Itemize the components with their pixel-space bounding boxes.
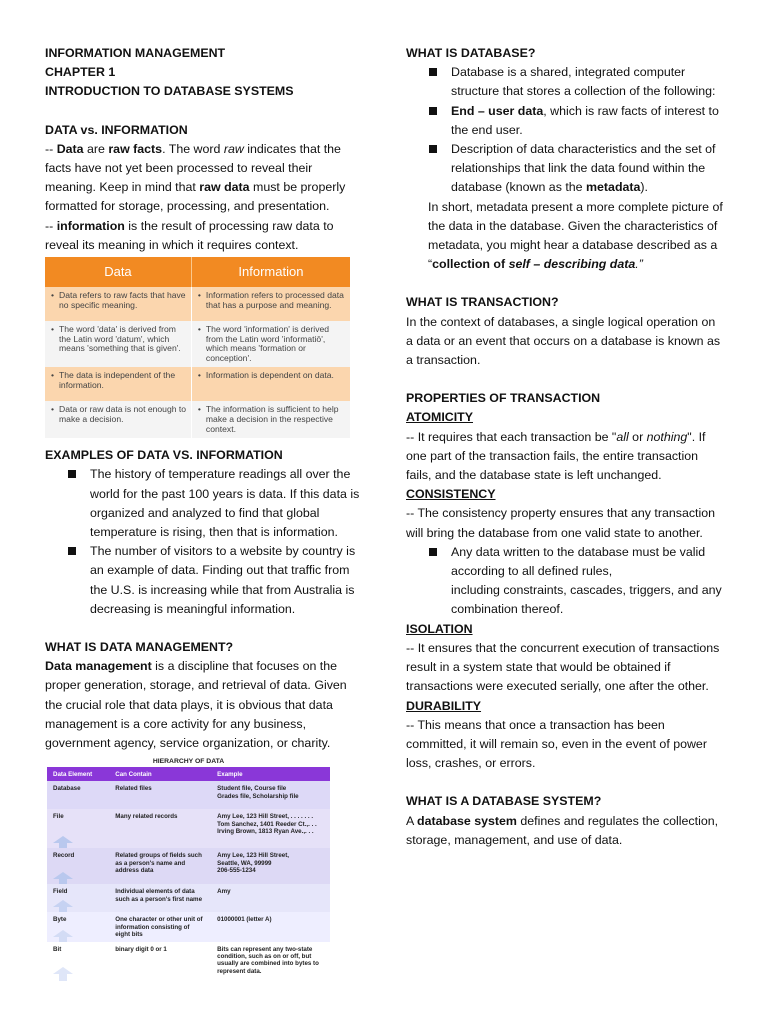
up-arrow-icon [53,967,73,981]
chapter-title: INTRODUCTION TO DATABASE SYSTEMS [45,84,294,99]
paragraph-data-definition: -- Data are raw facts. The word raw indicates that the facts have not yet been processed to reveal their meaning. Keep in mind that raw data must be properly formatted for storage, processing, and presentation. [45,141,346,214]
table-row [47,809,330,848]
table-row [47,912,330,942]
table-row [47,848,330,884]
table-header-information: Information [191,257,350,287]
hierarchy-table [47,767,330,978]
right-column [406,44,724,850]
hierarchy-example: Student file, Course file Grades file, Scholarship file [211,781,330,809]
heading-properties-of-transaction: PROPERTIES OF TRANSACTION [406,391,601,406]
hierarchy-element: Bit [47,942,109,979]
list-item: Any data written to the database must be valid according to all defined rules, [451,543,724,581]
list-item: The number of visitors to a website by country is an example of data. Finding out that traffic from the U.S. is increasing while that from Australia is decreasing is meaningful information. [90,542,363,619]
database-list [406,63,724,197]
hierarchy-header-element: Data Element [47,767,109,781]
table-row [45,401,350,438]
table-header-data: Data [45,257,191,287]
hierarchy-contains: One character or other unit of information consisting of eight bits [109,912,211,942]
data-vs-information-table [45,257,350,438]
hierarchy-element: Record [47,848,109,884]
heading-what-is-database-system: WHAT IS A DATABASE SYSTEM? [406,794,602,809]
hierarchy-element: File [47,809,109,848]
table-row [47,781,330,809]
hierarchy-element: Byte [47,912,109,942]
table-cell-information: • The information is sufficient to help make a decision in the respective context. [191,401,350,438]
paragraph-data-management: Data management is a discipline that focuses on the proper generation, storage, and retrieval of data. Given the crucial role that data plays, it is obvious that data management is a core activity for any business, government agency, service organization, or charity. [45,659,347,751]
chapter-label: CHAPTER 1 [45,65,116,80]
hierarchy-of-data-figure [47,758,330,979]
table-cell-data: • Data or raw data is not enough to make a decision. [45,401,191,438]
hierarchy-element: Database [47,781,109,809]
heading-data-vs-information: DATA vs. INFORMATION [45,122,188,137]
hierarchy-contains: binary digit 0 or 1 [109,942,211,979]
hierarchy-example: Amy [211,884,330,912]
list-item: The history of temperature readings all over the world for the past 100 years is data. If this data is organized and analyzed to find that global temperature is rising, then that is information. [90,465,363,542]
list-item: Database is a shared, integrated computer structure that stores a collection of the following: [451,63,724,101]
table-cell-information: • The word 'information' is derived from the Latin word 'informatiō', which means 'formation or conception'. [191,321,350,367]
heading-durability: DURABILITY [406,698,482,713]
doc-title: INFORMATION MANAGEMENT [45,46,226,60]
heading-data-management: WHAT IS DATA MANAGEMENT? [45,640,234,655]
hierarchy-example: Bits can represent any two-state condition, such as on or off, but usually are combined into bytes to represent data. [211,942,330,979]
table-cell-data: • The data is independent of the information. [45,367,191,401]
hierarchy-contains: Many related records [109,809,211,848]
list-item: End – user data, which is raw facts of interest to the end user. [451,102,724,140]
hierarchy-contains: Individual elements of data such as a person's first name [109,884,211,912]
table-row [45,367,350,401]
paragraph-database-system: A database system defines and regulates the collection, storage, management, and use of data. [406,813,719,847]
table-cell-information: • Information refers to processed data that has a purpose and meaning. [191,287,350,321]
hierarchy-example: Amy Lee, 123 Hill Street, Seattle, WA, 99999 206-555-1234 [211,848,330,884]
table-cell-information: • Information is dependent on data. [191,367,350,401]
paragraph-consistency: -- The consistency property ensures that any transaction will bring the database from one valid state to another. [406,506,716,540]
paragraph-information-definition: -- information is the result of processing raw data to reveal its meaning in which it requires context. [45,218,334,252]
hierarchy-element: Field [47,884,109,912]
paragraph-transaction: In the context of databases, a single logical operation on a data or an event that occurs on a database is known as a transaction. [406,314,721,368]
table-row [47,942,330,979]
heading-consistency: CONSISTENCY [406,487,496,502]
table-cell-data: • The word 'data' is derived from the Latin word 'datum', which means 'something that is given'. [45,321,191,367]
heading-what-is-transaction: WHAT IS TRANSACTION? [406,295,559,310]
paragraph-atomicity: -- It requires that each transaction be "all or nothing". If one part of the transaction fails, the entire transaction fails, and the database state is left unchanged. [406,429,706,483]
hierarchy-header-contains: Can Contain [109,767,211,781]
examples-list [45,465,363,619]
hierarchy-title: HIERARCHY OF DATA [152,758,225,766]
hierarchy-example: 01000001 (letter A) [211,912,330,942]
list-item: Description of data characteristics and the set of relationships that link the data found within the database (known as the metadata). [451,140,724,198]
heading-what-is-database: WHAT IS DATABASE? [406,46,536,60]
paragraph-metadata: In short, metadata present a more complete picture of the data in the database. Given the characteristics of metadata, you might hear a database described as a “collection of self – describing data.” [428,199,723,272]
heading-atomicity: ATOMICITY [406,410,473,425]
table-cell-data: • Data refers to raw facts that have no specific meaning. [45,287,191,321]
hierarchy-example: Amy Lee, 123 Hill Street, . . . . . . . Tom Sanchez, 1401 Reeder Ct.,. . . Irving Brown, 1813 Ryan Ave.,. . . [211,809,330,848]
table-row [45,287,350,321]
hierarchy-contains: Related files [109,781,211,809]
paragraph-durability: -- This means that once a transaction has been committed, it will remain so, even in the event of power loss, crashes, or errors. [406,717,707,771]
hierarchy-contains: Related groups of fields such as a person's name and address data [109,848,211,884]
heading-isolation: ISOLATION [406,621,473,636]
consistency-list [406,543,724,581]
left-column [45,44,363,979]
table-row [47,884,330,912]
paragraph-isolation: -- It ensures that the concurrent execution of transactions result in a system state that would be obtained if transactions were executed serially, one after the other. [406,640,720,694]
heading-examples: EXAMPLES OF DATA VS. INFORMATION [45,448,283,463]
consistency-list-continuation: including constraints, cascades, triggers, and any combination thereof. [451,583,722,617]
hierarchy-header-example: Example [211,767,330,781]
table-row [45,321,350,367]
